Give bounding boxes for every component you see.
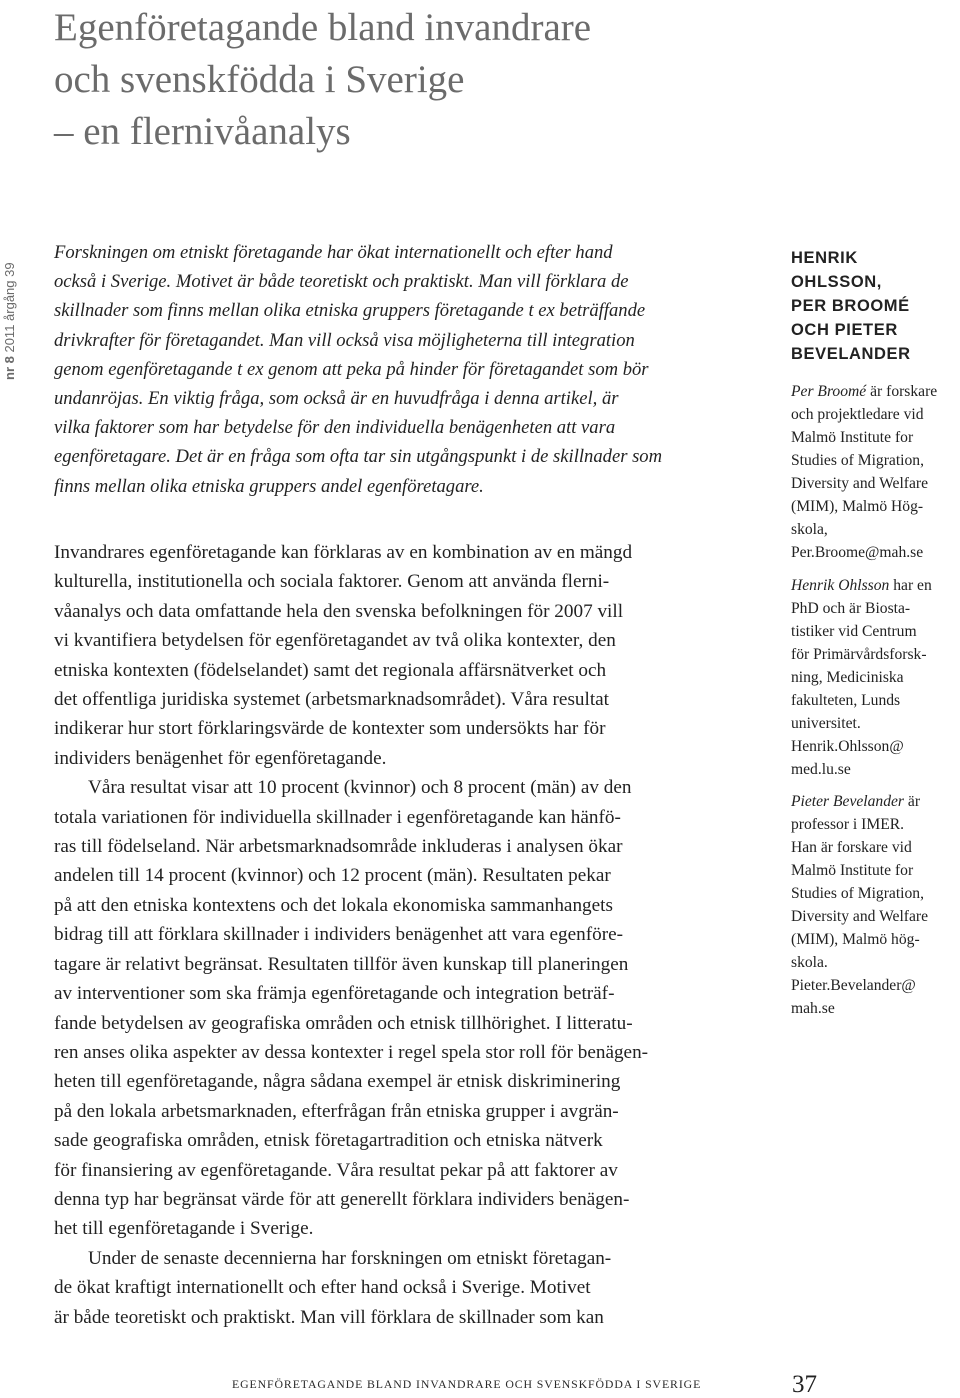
ingress-line: skillnader som finns mellan olika etniska gruppers företagande t ex beträffande — [54, 300, 646, 322]
author-name: Per Broomé — [791, 383, 867, 400]
body-line: indikerar hur stort förklaringsvärde de kontexter som undersökts har för — [54, 718, 606, 740]
author-email: Pieter.Bevelander@ — [791, 977, 916, 994]
author-name: Pieter Bevelander — [791, 793, 905, 810]
body-line: denna typ har begränsat värde för att generellt förklara individers benägen- — [54, 1188, 630, 1210]
body-line: är både teoretiskt och praktiskt. Man vill förklara de skillnader som kan — [54, 1306, 604, 1328]
body-line: de ökat kraftigt internationellt och efter hand också i Sverige. Motivet — [54, 1277, 591, 1299]
article-body — [54, 538, 766, 1332]
author-bio-broome — [791, 380, 959, 564]
body-line: andelen till 14 procent (kvinnor) och 12 procent (män). Resultaten pekar — [54, 865, 611, 887]
ingress-line: undanröjas. En viktig fråga, som också är en huvudfråga i denna artikel, är — [54, 388, 619, 410]
bio-line: skola. — [791, 954, 828, 971]
ingress-line: också i Sverige. Motivet är både teoretiskt och praktiskt. Man vill förklara de — [54, 271, 629, 293]
body-line: vi kvantifiera betydelsen för egenföretagandet av två olika kontexter, den — [54, 630, 616, 652]
bio-line: Malmö Institute for — [791, 429, 914, 446]
ingress-line: vilka faktorer som har betydelse för den individuella benägenheten att vara — [54, 417, 616, 439]
body-line: etniska kontexten (födelselandet) samt det regionala affärsnätverket och — [54, 659, 607, 681]
issue-year: 2011 årgång 39 — [2, 262, 17, 353]
author-heading-line: PER BROOMÉ — [791, 297, 910, 315]
issue-side-label — [2, 262, 17, 380]
title-line: – en flernivåanalys — [54, 110, 351, 153]
body-line: ren anses olika aspekter av dessa kontexter i regel spela stor roll för benägen- — [54, 1041, 649, 1063]
author-bio-bevelander — [791, 790, 959, 1020]
author-bio-ohlsson — [791, 574, 959, 781]
title-line: Egenföretagande bland invandrare — [54, 6, 592, 49]
body-line: våanalys och data omfattande hela den svenska befolkningen för 2007 vill — [54, 600, 624, 622]
bio-line: Malmö Institute for — [791, 862, 914, 879]
body-paragraph-1 — [54, 538, 766, 773]
body-line: för finansiering av egenföretagande. Våra resultat pekar på att faktorer av — [54, 1159, 618, 1181]
bio-line: för Primärvårdsforsk- — [791, 646, 927, 663]
bio-text: är forskare — [866, 383, 938, 400]
body-line: Invandrares egenföretagande kan förklaras av en kombination av en mängd — [54, 542, 633, 563]
author-email: Henrik.Ohlsson@ — [791, 738, 904, 755]
author-heading-line: BEVELANDER — [791, 345, 911, 363]
author-email: med.lu.se — [791, 761, 851, 778]
author-email: mah.se — [791, 1000, 835, 1017]
article-title — [54, 2, 774, 158]
running-footer-title: EGENFÖRETAGANDE BLAND INVANDRARE OCH SVENSKFÖDDA I SVERIGE — [232, 1377, 702, 1391]
body-line: på den lokala arbetsmarknaden, efterfrågan från etniska grupper i avgrän- — [54, 1100, 619, 1122]
ingress-line: Forskningen om etniskt företagande har ökat internationellt och efter hand — [54, 242, 613, 263]
bio-line: Studies of Migration, — [791, 452, 924, 469]
body-line: het till egenföretagande i Sverige. — [54, 1218, 314, 1240]
body-line: tagare är relativt begränsat. Resultaten tillför även kunskap till planeringen — [54, 953, 629, 975]
page-number: 37 — [792, 1371, 817, 1398]
authors-heading — [791, 246, 956, 366]
body-line: av interventioner som ska främja egenföretagande och integration beträf- — [54, 983, 615, 1005]
bio-line: skola, — [791, 521, 828, 538]
issue-number: nr 8 — [2, 356, 17, 380]
body-line: totala variationen för individuella skillnader i egenföretagande kan hänfö- — [54, 806, 621, 828]
bio-line: professor i IMER. — [791, 816, 905, 833]
body-line: sade geografiska områden, etnisk företagartradition och etniska nätverk — [54, 1130, 603, 1152]
body-line: fande betydelsen av geografiska områden och etnisk tillhörighet. I litteratu- — [54, 1012, 633, 1034]
bio-line: PhD och är Biosta- — [791, 600, 911, 617]
bio-line: Diversity and Welfare — [791, 908, 929, 925]
bio-line: Diversity and Welfare — [791, 475, 929, 492]
author-name: Henrik Ohlsson — [791, 577, 890, 594]
body-line: Våra resultat visar att 10 procent (kvinnor) och 8 procent (män) av den — [88, 777, 632, 799]
body-line: individers benägenhet för egenföretagande. — [54, 747, 387, 769]
bio-line: (MIM), Malmö hög- — [791, 931, 920, 948]
bio-line: ning, Mediciniska — [791, 669, 904, 686]
bio-line: tistiker vid Centrum — [791, 623, 917, 640]
author-heading-line: HENRIK — [791, 249, 858, 267]
author-heading-line: OHLSSON, — [791, 273, 882, 291]
ingress-line: drivkrafter för företagandet. Man vill också visa möjligheterna till integration — [54, 329, 635, 351]
body-paragraph-3 — [54, 1244, 766, 1332]
author-heading-line: OCH PIETER — [791, 321, 898, 339]
ingress-paragraph — [54, 238, 760, 501]
ingress-line: finns mellan olika etniska gruppers andel egenföretagare. — [54, 475, 484, 497]
body-line: heten till egenföretagande, några sådana exempel är etnisk diskriminering — [54, 1071, 621, 1093]
ingress-line: egenföretagare. Det är en fråga som ofta tar sin utgångspunkt i de skillnader som — [54, 446, 663, 468]
body-line: på att den etniska kontextens och det lokala ekonomiska sammanhangets — [54, 894, 613, 916]
bio-line: universitet. — [791, 715, 861, 732]
title-line: och svenskfödda i Sverige — [54, 58, 465, 101]
author-email: Per.Broome@mah.se — [791, 544, 924, 561]
body-line: det offentliga juridiska systemet (arbetsmarknadsområdet). Våra resultat — [54, 689, 610, 711]
ingress-line: genom egenföretagande t ex genom att peka på hinder för företagandet som bör — [54, 358, 649, 380]
bio-line: (MIM), Malmö Hög- — [791, 498, 924, 515]
body-line: Under de senaste decennierna har forskningen om etniskt företagan- — [88, 1247, 612, 1269]
bio-line: och projektledare vid — [791, 406, 924, 423]
bio-line: Studies of Migration, — [791, 885, 924, 902]
body-line: ras till födelseland. När arbetsmarknadsområde inkluderas i analysen ökar — [54, 836, 623, 858]
bio-text: är — [904, 793, 921, 810]
body-line: kulturella, institutionella och sociala faktorer. Genom att använda flerni- — [54, 571, 610, 593]
bio-line: Han är forskare vid — [791, 839, 912, 856]
body-line: bidrag till att förklara skillnader i individers benägenhet att vara egenföre- — [54, 924, 624, 946]
bio-text: har en — [889, 577, 932, 594]
body-paragraph-2 — [54, 773, 766, 1244]
bio-line: fakulteten, Lunds — [791, 692, 901, 709]
